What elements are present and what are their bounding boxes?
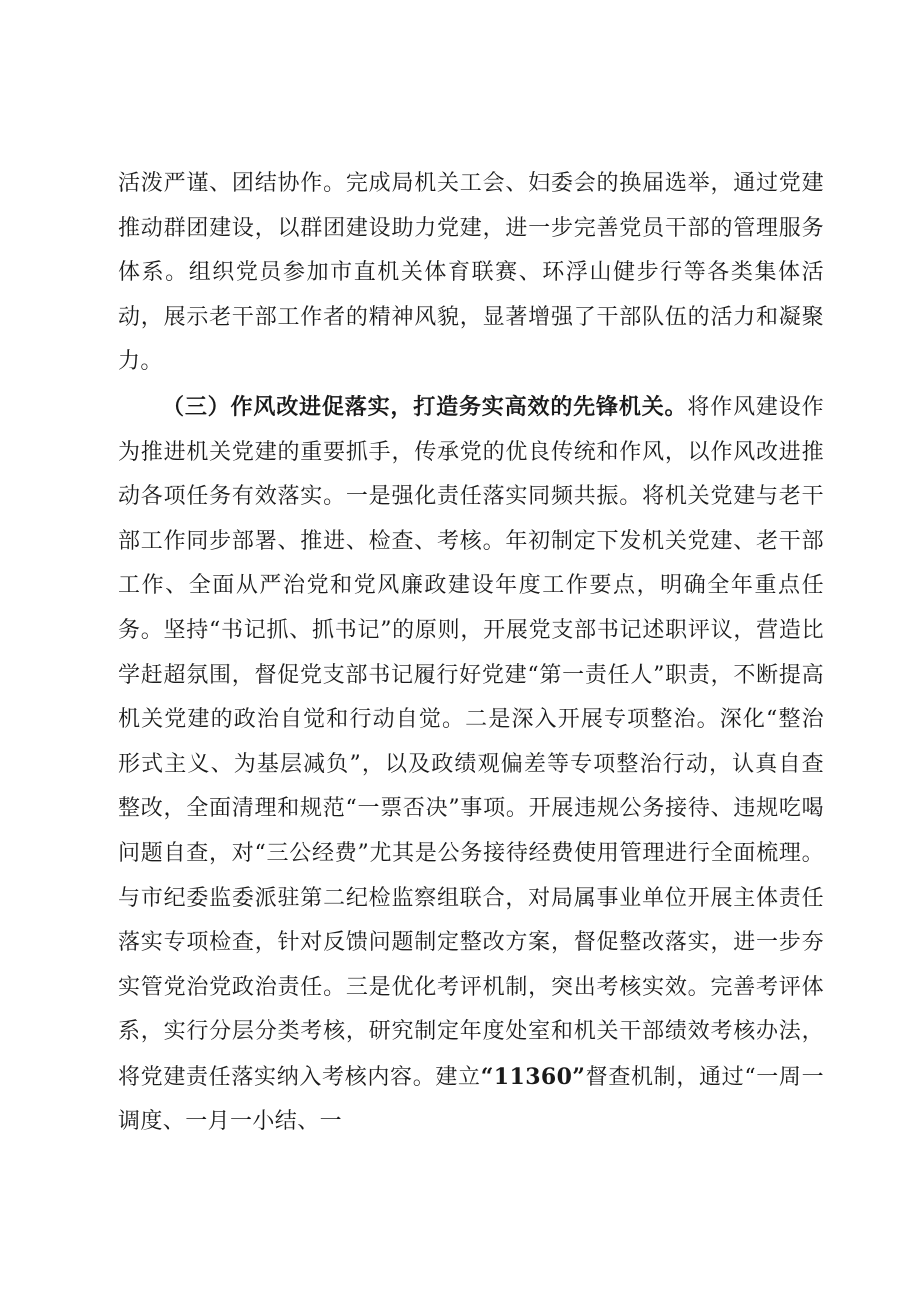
bold-term: “11360”	[480, 1063, 586, 1090]
paragraph-2-text-b: 督查机制，通过“一周一调度、一月一小结、一	[118, 1064, 824, 1135]
paragraph-2	[118, 385, 824, 1145]
paragraph-1	[118, 162, 824, 385]
paragraph-1-text: 活泼严谨、团结协作。完成局机关工会、妇委会的换届选举，通过党建推动群团建设，以群团建设助力党建，进一步完善党员干部的管理服务体系。组织党员参加市直机关体育联赛、环浮山健步行等各类集体活动，展示老干部工作者的精神风貌，显著增强了干部队伍的活力和凝聚力。	[118, 171, 824, 375]
document-body	[118, 162, 824, 1145]
section-heading: （三）作风改进促落实，打造务实高效的先锋机关。	[162, 393, 688, 420]
paragraph-2-text-a: 将作风建设作为推进机关党建的重要抓手，传承党的优良传统和作风，以作风改进推动各项任务有效落实。一是强化责任落实同频共振。将机关党建与老干部工作同步部署、推进、检查、考核。年初制定下发机关党建、老干部工作、全面从严治党和党风廉政建设年度工作要点，明确全年重点任务。坚持“书记抓、抓书记”的原则，开展党支部书记述职评议，营造比学赶超氛围，督促党支部书记履行好党建“第一责任人”职责，不断提高机关党建的政治自觉和行动自觉。二是深入开展专项整治。深化“整治形式主义、为基层减负”，以及政绩观偏差等专项整治行动，认真自查整改，全面清理和规范“一票否决”事项。开展违规公务接待、违规吃喝问题自查，对“三公经费”尤其是公务接待经费使用管理进行全面梳理。与市纪委监委派驻第二纪检监察组联合，对局属事业单位开展主体责任落实专项检查，针对反馈问题制定整改方案，督促整改落实，进一步夯实管党治党政治责任。三是优化考评机制，突出考核实效。完善考评体系，实行分层分类考核，研究制定年度处室和机关干部绩效考核办法，将党建责任落实纳入考核内容。建立	[118, 394, 825, 1090]
